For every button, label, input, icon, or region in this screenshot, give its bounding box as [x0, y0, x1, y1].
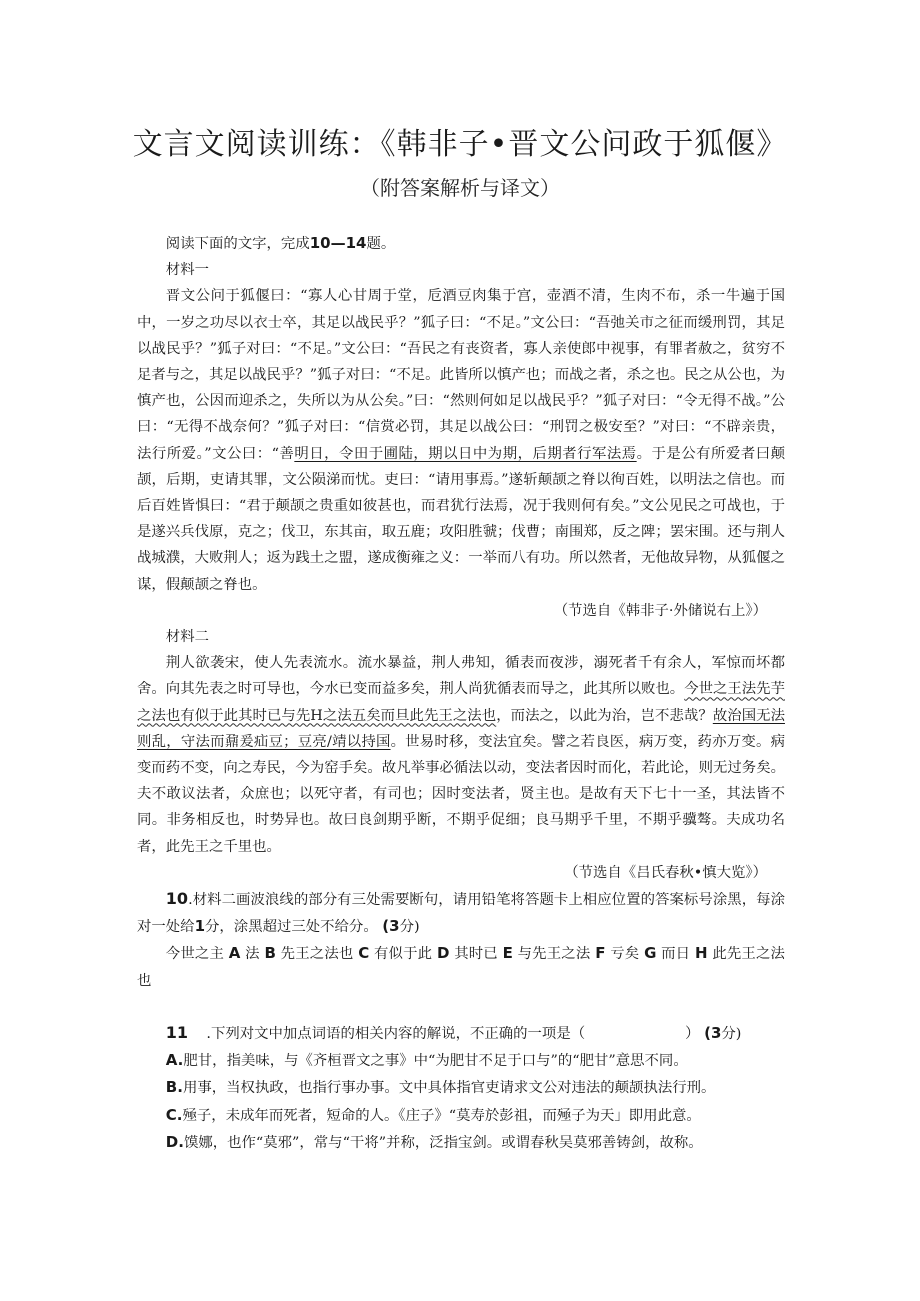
- spacer: [137, 994, 785, 1020]
- page-title: 文言文阅读训练：《韩非子•晋文公问政于狐偃》: [132, 127, 788, 162]
- document-body: [137, 230, 785, 1156]
- question-10-segmented-text: 今世之主 A 法 B 先王之法也 C 有似于此 D 其时已 E 与先王之法 F 亏矣 G 而日 H 此先王之法也: [137, 944, 785, 989]
- material1-source: （节选自《韩非子·外储说右上》）: [553, 602, 767, 619]
- question-11-option-c: C.殛子，未成年而死者，短命的人。《庄子》“莫寿於彭祖，而殛子为天」即用此意。: [165, 1105, 701, 1124]
- material1-text: 晋文公问于狐偃曰：“寡人心甘周于堂，卮酒豆肉集于宫，壶酒不清，生肉不布，杀一牛遍于国中，一岁之功尽以衣士卒，其足以战民乎？”狐子曰：“不足。”文公曰：“吾弛关市之征而缓刑罚，其足以战民乎？”狐子对曰：“不足。”文公曰：“吾民之有丧资者，寡人亲使郎中视事，有罪者赦之，贫穷不足者与之，其足以战民乎？”狐子对曰：“不足。此皆所以慎产也；而战之者，杀之也。民之从公也，为慎产也，公因而迎杀之，失所以为从公矣。”曰：“然则何如足以战民乎？”狐子对曰：“令无得不战。”公曰：“无得不战奈何？”狐子对曰：“信赏必罚，其足以战公曰：“刑罚之极安至？”对曰：“不辟亲贵，法行所爱。”文公曰：“善明日，令田于圃陆，期以日中为期，后期者行军法焉。于是公有所爱者曰颠颉，后期，吏请其罪，文公陨涕而忧。吏曰：“请用事焉。”遂斩颠颉之脊以徇百姓，以明法之信也。而后百姓皆惧曰：“君于颠颉之贵重如彼甚也，而君犹行法焉，况于我则何有矣。”文公见民之可战也，于是遂兴兵伐原，克之；伐卫，东其亩，取五鹿；攻阳胜虢；伐曹；南围郑，反之陴；罢宋围。还与荆人战城濮，大败荆人；返为践土之盟，遂成衡雍之义：一举而八有功。所以然者，无他故异物，从狐偃之谋，假颠颉之脊也。: [137, 288, 785, 593]
- question-11-option-a: A.肥甘，指美味，与《齐桓晋文之事》中“为肥甘不足于口与”的“肥甘”意思不同。: [165, 1051, 688, 1070]
- material2-wavy-sentence: 今世之王法先芋之法也有似于此其时已与先H之法五矣而旦此先王之法也: [137, 681, 785, 724]
- material2-heading: 材料二: [165, 629, 209, 646]
- question-11: 11 .下列对文中加点词语的相关内容的解说，不正确的一项是（ ） (3分): [165, 1022, 742, 1042]
- material1-heading: 材料一: [165, 262, 209, 279]
- question-11-option-d: D.馍娜，也作“莫邪”，常与“干将”并称，泛指宝剑。或谓春秋吴莫邪善铸剑，故称。: [165, 1132, 703, 1151]
- page-subtitle: （附答案解析与译文）: [360, 176, 560, 200]
- question-10: 10.材料二画波浪线的部分有三处需要断句，请用铅笔将答题卡上相应位置的答案标号涂黑，每涂对一处给1分，涂黑超过三处不给分。 (3分): [137, 889, 785, 936]
- material2-underlined-sentence: 故治国无法则乱，守法而鼐爰疝豆；豆亮/靖以持国: [137, 707, 785, 750]
- question-11-option-b: B.用事，当权执政，也指行事办事。文中具体指官吏请求文公对违法的颠颉执法行刑。: [165, 1078, 716, 1097]
- reading-instruction: 阅读下面的文字，完成10—14题。: [165, 234, 396, 252]
- material1-underlined-sentence: 明日，令田于圃陆，期以日中为期，后期者行军法焉: [294, 445, 637, 462]
- material2-source: （节选自《吕氏春秋•慎大览》）: [564, 864, 767, 881]
- material2-text: 荆人欲袭宋，使人先表流水。流水暴益，荆人弗知，循表而夜涉，溺死者千有余人，军惊而坏都舍。向其先表之时可导也，今水已变而益多矣，荆人尚犹循表而导之，此其所以败也。今世之王法先芋之法也有似于此其时已与先H之法五矣而旦此先王之法也，而法之，以此为治，岂不悲哉？故治国无法则乱，守法而鼐爰疝豆；豆亮/靖以持国。世易时移，变法宜矣。譬之若良医，病万变，药亦万变。病变而药不变，向之寿民，今为窑手矣。故凡举事必循法以动，变法者因时而化，若此论，则无过务矣。夫不敢议法者，众庶也；以死守者，有司也；因时变法者，贤主也。是故有天下七十一圣，其法皆不同。非务相反也，时势异也。故曰良剑期乎断，不期乎促细；良马期乎千里，不期乎骥骜。夫成功名者，此先王之千里也。: [137, 655, 785, 855]
